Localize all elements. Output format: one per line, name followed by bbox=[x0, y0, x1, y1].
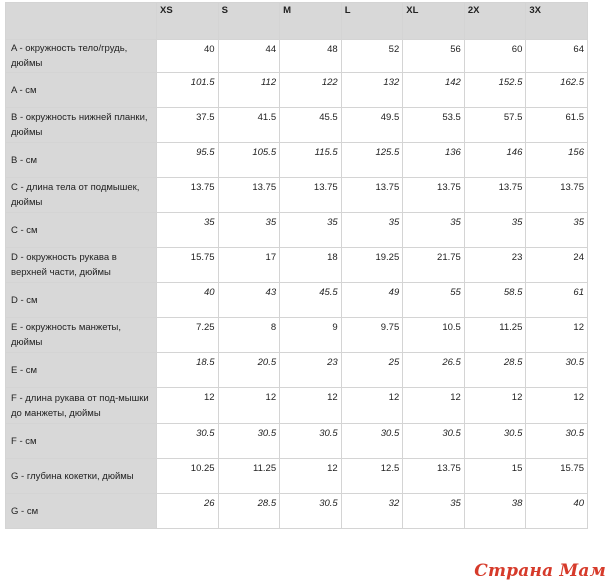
measurement-cell: 40 bbox=[157, 40, 219, 73]
size-header: M bbox=[280, 3, 342, 40]
measurement-cell: 56 bbox=[403, 40, 465, 73]
measurement-cell: 105.5 bbox=[218, 143, 280, 178]
measurement-cell: 11.25 bbox=[464, 318, 526, 353]
measurement-cell: 35 bbox=[464, 213, 526, 248]
measurement-cell: 60 bbox=[464, 40, 526, 73]
row-label: D - см bbox=[6, 283, 157, 318]
measurement-cell: 23 bbox=[464, 248, 526, 283]
header-row bbox=[6, 3, 588, 40]
measurement-cell: 35 bbox=[341, 213, 403, 248]
measurement-cell: 8 bbox=[218, 318, 280, 353]
measurement-cell: 15 bbox=[464, 459, 526, 494]
table-row bbox=[6, 283, 588, 318]
measurement-cell: 49 bbox=[341, 283, 403, 318]
measurement-cell: 12 bbox=[157, 388, 219, 424]
table-row bbox=[6, 178, 588, 213]
measurement-cell: 162.5 bbox=[526, 73, 588, 108]
measurement-cell: 18 bbox=[280, 248, 342, 283]
measurement-cell: 53.5 bbox=[403, 108, 465, 143]
size-header: S bbox=[218, 3, 280, 40]
measurement-cell: 32 bbox=[341, 494, 403, 529]
measurement-cell: 26 bbox=[157, 494, 219, 529]
measurement-cell: 43 bbox=[218, 283, 280, 318]
measurement-cell: 28.5 bbox=[218, 494, 280, 529]
table-row bbox=[6, 459, 588, 494]
measurement-cell: 122 bbox=[280, 73, 342, 108]
measurement-cell: 58.5 bbox=[464, 283, 526, 318]
measurement-cell: 25 bbox=[341, 353, 403, 388]
row-label: C - см bbox=[6, 213, 157, 248]
measurement-cell: 35 bbox=[403, 213, 465, 248]
table-row bbox=[6, 424, 588, 459]
measurement-cell: 132 bbox=[341, 73, 403, 108]
measurement-cell: 52 bbox=[341, 40, 403, 73]
table-body bbox=[6, 40, 588, 529]
measurement-cell: 9 bbox=[280, 318, 342, 353]
measurement-cell: 13.75 bbox=[403, 459, 465, 494]
measurement-cell: 40 bbox=[157, 283, 219, 318]
table-row bbox=[6, 318, 588, 353]
table-row bbox=[6, 388, 588, 424]
measurement-cell: 12 bbox=[526, 388, 588, 424]
measurement-cell: 112 bbox=[218, 73, 280, 108]
measurement-cell: 38 bbox=[464, 494, 526, 529]
row-label: B - см bbox=[6, 143, 157, 178]
row-label: A - окружность тело/грудь, дюймы bbox=[6, 40, 157, 73]
measurement-cell: 156 bbox=[526, 143, 588, 178]
measurement-cell: 21.75 bbox=[403, 248, 465, 283]
measurement-cell: 35 bbox=[280, 213, 342, 248]
measurement-cell: 13.75 bbox=[341, 178, 403, 213]
size-header: 2X bbox=[464, 3, 526, 40]
table-row bbox=[6, 108, 588, 143]
row-label: F - длина рукава от под-мышки до манжеты, дюймы bbox=[6, 388, 157, 424]
measurement-cell: 30.5 bbox=[157, 424, 219, 459]
measurement-cell: 142 bbox=[403, 73, 465, 108]
measurement-cell: 35 bbox=[157, 213, 219, 248]
measurement-cell: 24 bbox=[526, 248, 588, 283]
measurement-cell: 12 bbox=[280, 388, 342, 424]
size-chart-table bbox=[5, 2, 588, 529]
measurement-cell: 95.5 bbox=[157, 143, 219, 178]
measurement-cell: 41.5 bbox=[218, 108, 280, 143]
measurement-cell: 12 bbox=[341, 388, 403, 424]
measurement-cell: 30.5 bbox=[280, 494, 342, 529]
measurement-cell: 9.75 bbox=[341, 318, 403, 353]
size-header: XS bbox=[157, 3, 219, 40]
row-label: G - см bbox=[6, 494, 157, 529]
measurement-cell: 61 bbox=[526, 283, 588, 318]
measurement-cell: 30.5 bbox=[218, 424, 280, 459]
row-label: F - см bbox=[6, 424, 157, 459]
table-row bbox=[6, 353, 588, 388]
measurement-cell: 57.5 bbox=[464, 108, 526, 143]
measurement-cell: 12 bbox=[403, 388, 465, 424]
table-row bbox=[6, 73, 588, 108]
measurement-cell: 11.25 bbox=[218, 459, 280, 494]
measurement-cell: 44 bbox=[218, 40, 280, 73]
measurement-cell: 37.5 bbox=[157, 108, 219, 143]
measurement-cell: 125.5 bbox=[341, 143, 403, 178]
measurement-cell: 136 bbox=[403, 143, 465, 178]
row-label: A - см bbox=[6, 73, 157, 108]
measurement-cell: 28.5 bbox=[464, 353, 526, 388]
measurement-cell: 45.5 bbox=[280, 108, 342, 143]
measurement-cell: 13.75 bbox=[464, 178, 526, 213]
measurement-cell: 101.5 bbox=[157, 73, 219, 108]
measurement-cell: 18.5 bbox=[157, 353, 219, 388]
row-label: D - окружность рукава в верхней части, дюймы bbox=[6, 248, 157, 283]
row-label: G - глубина кокетки, дюймы bbox=[6, 459, 157, 494]
table-row bbox=[6, 40, 588, 73]
measurement-cell: 45.5 bbox=[280, 283, 342, 318]
watermark-logo: Страна Мам bbox=[474, 561, 606, 581]
measurement-cell: 13.75 bbox=[403, 178, 465, 213]
measurement-cell: 23 bbox=[280, 353, 342, 388]
measurement-cell: 30.5 bbox=[464, 424, 526, 459]
measurement-cell: 10.5 bbox=[403, 318, 465, 353]
measurement-cell: 35 bbox=[526, 213, 588, 248]
measurement-cell: 13.75 bbox=[280, 178, 342, 213]
measurement-cell: 13.75 bbox=[157, 178, 219, 213]
table-row bbox=[6, 494, 588, 529]
table-row bbox=[6, 248, 588, 283]
measurement-cell: 15.75 bbox=[157, 248, 219, 283]
measurement-cell: 115.5 bbox=[280, 143, 342, 178]
measurement-cell: 19.25 bbox=[341, 248, 403, 283]
measurement-cell: 12 bbox=[526, 318, 588, 353]
measurement-cell: 30.5 bbox=[341, 424, 403, 459]
table-row bbox=[6, 143, 588, 178]
row-label: E - окружность манжеты, дюймы bbox=[6, 318, 157, 353]
measurement-cell: 30.5 bbox=[280, 424, 342, 459]
row-label: E - см bbox=[6, 353, 157, 388]
row-label: B - окружность нижней планки, дюймы bbox=[6, 108, 157, 143]
measurement-cell: 152.5 bbox=[464, 73, 526, 108]
measurement-cell: 15.75 bbox=[526, 459, 588, 494]
size-header: L bbox=[341, 3, 403, 40]
measurement-cell: 30.5 bbox=[403, 424, 465, 459]
measurement-cell: 30.5 bbox=[526, 353, 588, 388]
table-row bbox=[6, 213, 588, 248]
measurement-cell: 49.5 bbox=[341, 108, 403, 143]
measurement-cell: 12 bbox=[218, 388, 280, 424]
measurement-cell: 17 bbox=[218, 248, 280, 283]
measurement-cell: 13.75 bbox=[526, 178, 588, 213]
measurement-cell: 35 bbox=[403, 494, 465, 529]
measurement-cell: 12.5 bbox=[341, 459, 403, 494]
measurement-cell: 146 bbox=[464, 143, 526, 178]
measurement-cell: 10.25 bbox=[157, 459, 219, 494]
measurement-cell: 12 bbox=[280, 459, 342, 494]
measurement-cell: 55 bbox=[403, 283, 465, 318]
row-label: C - длина тела от подмышек, дюймы bbox=[6, 178, 157, 213]
measurement-cell: 12 bbox=[464, 388, 526, 424]
measurement-cell: 26.5 bbox=[403, 353, 465, 388]
measurement-cell: 7.25 bbox=[157, 318, 219, 353]
measurement-cell: 35 bbox=[218, 213, 280, 248]
measurement-cell: 40 bbox=[526, 494, 588, 529]
measurement-cell: 48 bbox=[280, 40, 342, 73]
size-header: 3X bbox=[526, 3, 588, 40]
measurement-cell: 61.5 bbox=[526, 108, 588, 143]
measurement-cell: 20.5 bbox=[218, 353, 280, 388]
size-header: XL bbox=[403, 3, 465, 40]
measurement-cell: 30.5 bbox=[526, 424, 588, 459]
measurement-cell: 64 bbox=[526, 40, 588, 73]
header-corner-cell bbox=[6, 3, 157, 40]
measurement-cell: 13.75 bbox=[218, 178, 280, 213]
